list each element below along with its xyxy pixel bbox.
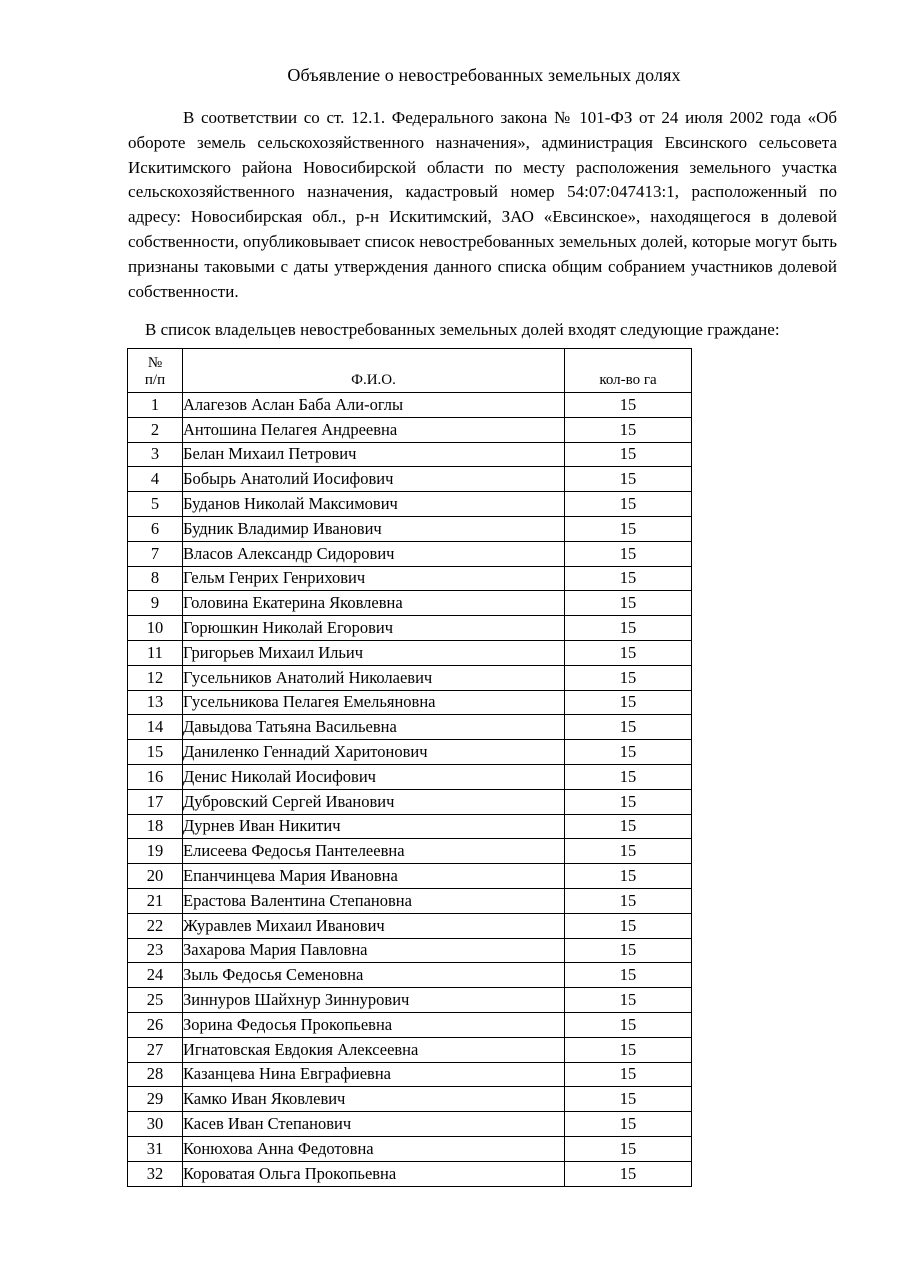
row-number: 2 bbox=[128, 417, 183, 442]
table-row bbox=[128, 888, 692, 913]
row-number: 8 bbox=[128, 566, 183, 591]
table-row bbox=[128, 393, 692, 418]
row-number: 4 bbox=[128, 467, 183, 492]
owner-name: Епанчинцева Мария Ивановна bbox=[183, 864, 565, 889]
row-number: 28 bbox=[128, 1062, 183, 1087]
table-row bbox=[128, 516, 692, 541]
owner-name: Журавлев Михаил Иванович bbox=[183, 913, 565, 938]
header-num bbox=[128, 349, 183, 393]
owner-name: Игнатовская Евдокия Алексеевна bbox=[183, 1037, 565, 1062]
owner-name: Зиннуров Шайхнур Зиннурович bbox=[183, 988, 565, 1013]
row-number: 20 bbox=[128, 864, 183, 889]
row-number: 10 bbox=[128, 616, 183, 641]
owner-name: Гельм Генрих Генрихович bbox=[183, 566, 565, 591]
document-title: Объявление о невостребованных земельных долях bbox=[287, 65, 681, 85]
row-number: 23 bbox=[128, 938, 183, 963]
owner-name: Денис Николай Иосифович bbox=[183, 764, 565, 789]
owner-hectares: 15 bbox=[565, 1037, 692, 1062]
owner-hectares: 15 bbox=[565, 417, 692, 442]
owner-name: Гусельникова Пелагея Емельяновна bbox=[183, 690, 565, 715]
table-row bbox=[128, 1112, 692, 1137]
row-number: 17 bbox=[128, 789, 183, 814]
row-number: 11 bbox=[128, 640, 183, 665]
table-row bbox=[128, 938, 692, 963]
row-number: 9 bbox=[128, 591, 183, 616]
owner-hectares: 15 bbox=[565, 640, 692, 665]
owner-hectares: 15 bbox=[565, 492, 692, 517]
owner-name: Горюшкин Николай Егорович bbox=[183, 616, 565, 641]
row-number: 29 bbox=[128, 1087, 183, 1112]
row-number: 21 bbox=[128, 888, 183, 913]
owner-hectares: 15 bbox=[565, 467, 692, 492]
owner-hectares: 15 bbox=[565, 1161, 692, 1186]
header-num-line1: № bbox=[147, 355, 163, 371]
table-row bbox=[128, 764, 692, 789]
table-row bbox=[128, 640, 692, 665]
row-number: 19 bbox=[128, 839, 183, 864]
owner-hectares: 15 bbox=[565, 864, 692, 889]
owner-hectares: 15 bbox=[565, 1136, 692, 1161]
owners-table bbox=[127, 348, 692, 1187]
owner-hectares: 15 bbox=[565, 938, 692, 963]
owner-name: Захарова Мария Павловна bbox=[183, 938, 565, 963]
row-number: 16 bbox=[128, 764, 183, 789]
owner-hectares: 15 bbox=[565, 740, 692, 765]
owner-name: Ерастова Валентина Степановна bbox=[183, 888, 565, 913]
header-num-line2: п/п bbox=[144, 372, 166, 388]
owner-hectares: 15 bbox=[565, 1012, 692, 1037]
owner-name: Бобырь Анатолий Иосифович bbox=[183, 467, 565, 492]
owner-hectares: 15 bbox=[565, 566, 692, 591]
owner-name: Давыдова Татьяна Васильевна bbox=[183, 715, 565, 740]
table-row bbox=[128, 913, 692, 938]
owner-hectares: 15 bbox=[565, 888, 692, 913]
owner-name: Будник Владимир Иванович bbox=[183, 516, 565, 541]
row-number: 24 bbox=[128, 963, 183, 988]
owner-hectares: 15 bbox=[565, 839, 692, 864]
owner-name: Касев Иван Степанович bbox=[183, 1112, 565, 1137]
owner-hectares: 15 bbox=[565, 393, 692, 418]
owner-hectares: 15 bbox=[565, 988, 692, 1013]
table-row bbox=[128, 1037, 692, 1062]
table-row bbox=[128, 740, 692, 765]
owner-name: Короватая Ольга Прокопьевна bbox=[183, 1161, 565, 1186]
owner-name: Власов Александр Сидорович bbox=[183, 541, 565, 566]
table-row bbox=[128, 591, 692, 616]
row-number: 31 bbox=[128, 1136, 183, 1161]
table-row bbox=[128, 1012, 692, 1037]
table-row bbox=[128, 814, 692, 839]
owner-hectares: 15 bbox=[565, 1087, 692, 1112]
owner-name: Дубровский Сергей Иванович bbox=[183, 789, 565, 814]
row-number: 30 bbox=[128, 1112, 183, 1137]
owner-name: Казанцева Нина Евграфиевна bbox=[183, 1062, 565, 1087]
table-row bbox=[128, 616, 692, 641]
owner-name: Головина Екатерина Яковлевна bbox=[183, 591, 565, 616]
owner-hectares: 15 bbox=[565, 591, 692, 616]
owner-name: Гусельников Анатолий Николаевич bbox=[183, 665, 565, 690]
row-number: 14 bbox=[128, 715, 183, 740]
row-number: 15 bbox=[128, 740, 183, 765]
owners-table-body bbox=[128, 393, 692, 1187]
owner-name: Антошина Пелагея Андреевна bbox=[183, 417, 565, 442]
owner-name: Елисеева Федосья Пантелеевна bbox=[183, 839, 565, 864]
owner-name: Конюхова Анна Федотовна bbox=[183, 1136, 565, 1161]
row-number: 1 bbox=[128, 393, 183, 418]
table-row bbox=[128, 864, 692, 889]
owner-hectares: 15 bbox=[565, 1062, 692, 1087]
header-hectares: кол-во га bbox=[565, 349, 692, 393]
owner-name: Буданов Николай Максимович bbox=[183, 492, 565, 517]
row-number: 5 bbox=[128, 492, 183, 517]
owner-hectares: 15 bbox=[565, 814, 692, 839]
owner-hectares: 15 bbox=[565, 690, 692, 715]
owner-hectares: 15 bbox=[565, 516, 692, 541]
row-number: 26 bbox=[128, 1012, 183, 1037]
owner-hectares: 15 bbox=[565, 616, 692, 641]
row-number: 6 bbox=[128, 516, 183, 541]
row-number: 25 bbox=[128, 988, 183, 1013]
owner-name: Зорина Федосья Прокопьевна bbox=[183, 1012, 565, 1037]
owner-name: Дурнев Иван Никитич bbox=[183, 814, 565, 839]
owner-name: Камко Иван Яковлевич bbox=[183, 1087, 565, 1112]
table-row bbox=[128, 988, 692, 1013]
owner-name: Григорьев Михаил Ильич bbox=[183, 640, 565, 665]
table-row bbox=[128, 467, 692, 492]
table-row bbox=[128, 715, 692, 740]
owners-table-header bbox=[128, 349, 692, 393]
row-number: 32 bbox=[128, 1161, 183, 1186]
table-row bbox=[128, 665, 692, 690]
owner-hectares: 15 bbox=[565, 764, 692, 789]
owner-hectares: 15 bbox=[565, 665, 692, 690]
owner-hectares: 15 bbox=[565, 963, 692, 988]
owner-name: Алагезов Аслан Баба Али-оглы bbox=[183, 393, 565, 418]
table-row bbox=[128, 1136, 692, 1161]
table-row bbox=[128, 839, 692, 864]
table-row bbox=[128, 1161, 692, 1186]
table-row bbox=[128, 566, 692, 591]
table-row bbox=[128, 417, 692, 442]
header-row bbox=[128, 349, 692, 393]
owner-name: Даниленко Геннадий Харитонович bbox=[183, 740, 565, 765]
table-row bbox=[128, 789, 692, 814]
owner-hectares: 15 bbox=[565, 715, 692, 740]
table-row bbox=[128, 442, 692, 467]
owner-name: Зыль Федосья Семеновна bbox=[183, 963, 565, 988]
owner-hectares: 15 bbox=[565, 1112, 692, 1137]
list-lead-text: В список владельцев невостребованных земельных долей входят следующие граждане: bbox=[145, 320, 780, 339]
intro-paragraph: В соответствии со ст. 12.1. Федерального закона № 101-ФЗ от 24 июля 2002 года «Об обороте земель сельскохозяйственного назначения», администрация Евсинского сельсовета Искитимского района Новосибирской области по месту расположения земельного участка сельскохозяйственного назначения, кадастровый номер 54:07:047413:1, расположенный по адресу: Новосибирская обл., р-н Искитимский, ЗАО «Евсинское», находящегося в долевой собственности, опубликовывает список невостребованных земельных долей, которые могут быть признаны таковыми с даты утверждения данного списка общим собранием участников долевой собственности. bbox=[128, 108, 837, 301]
table-row bbox=[128, 492, 692, 517]
owner-hectares: 15 bbox=[565, 913, 692, 938]
row-number: 22 bbox=[128, 913, 183, 938]
table-row bbox=[128, 1087, 692, 1112]
row-number: 18 bbox=[128, 814, 183, 839]
table-row bbox=[128, 690, 692, 715]
table-row bbox=[128, 541, 692, 566]
owner-hectares: 15 bbox=[565, 789, 692, 814]
header-name: Ф.И.О. bbox=[183, 349, 565, 393]
owner-hectares: 15 bbox=[565, 442, 692, 467]
row-number: 27 bbox=[128, 1037, 183, 1062]
row-number: 7 bbox=[128, 541, 183, 566]
row-number: 13 bbox=[128, 690, 183, 715]
row-number: 3 bbox=[128, 442, 183, 467]
table-row bbox=[128, 963, 692, 988]
row-number: 12 bbox=[128, 665, 183, 690]
owner-hectares: 15 bbox=[565, 541, 692, 566]
owner-name: Белан Михаил Петрович bbox=[183, 442, 565, 467]
table-row bbox=[128, 1062, 692, 1087]
